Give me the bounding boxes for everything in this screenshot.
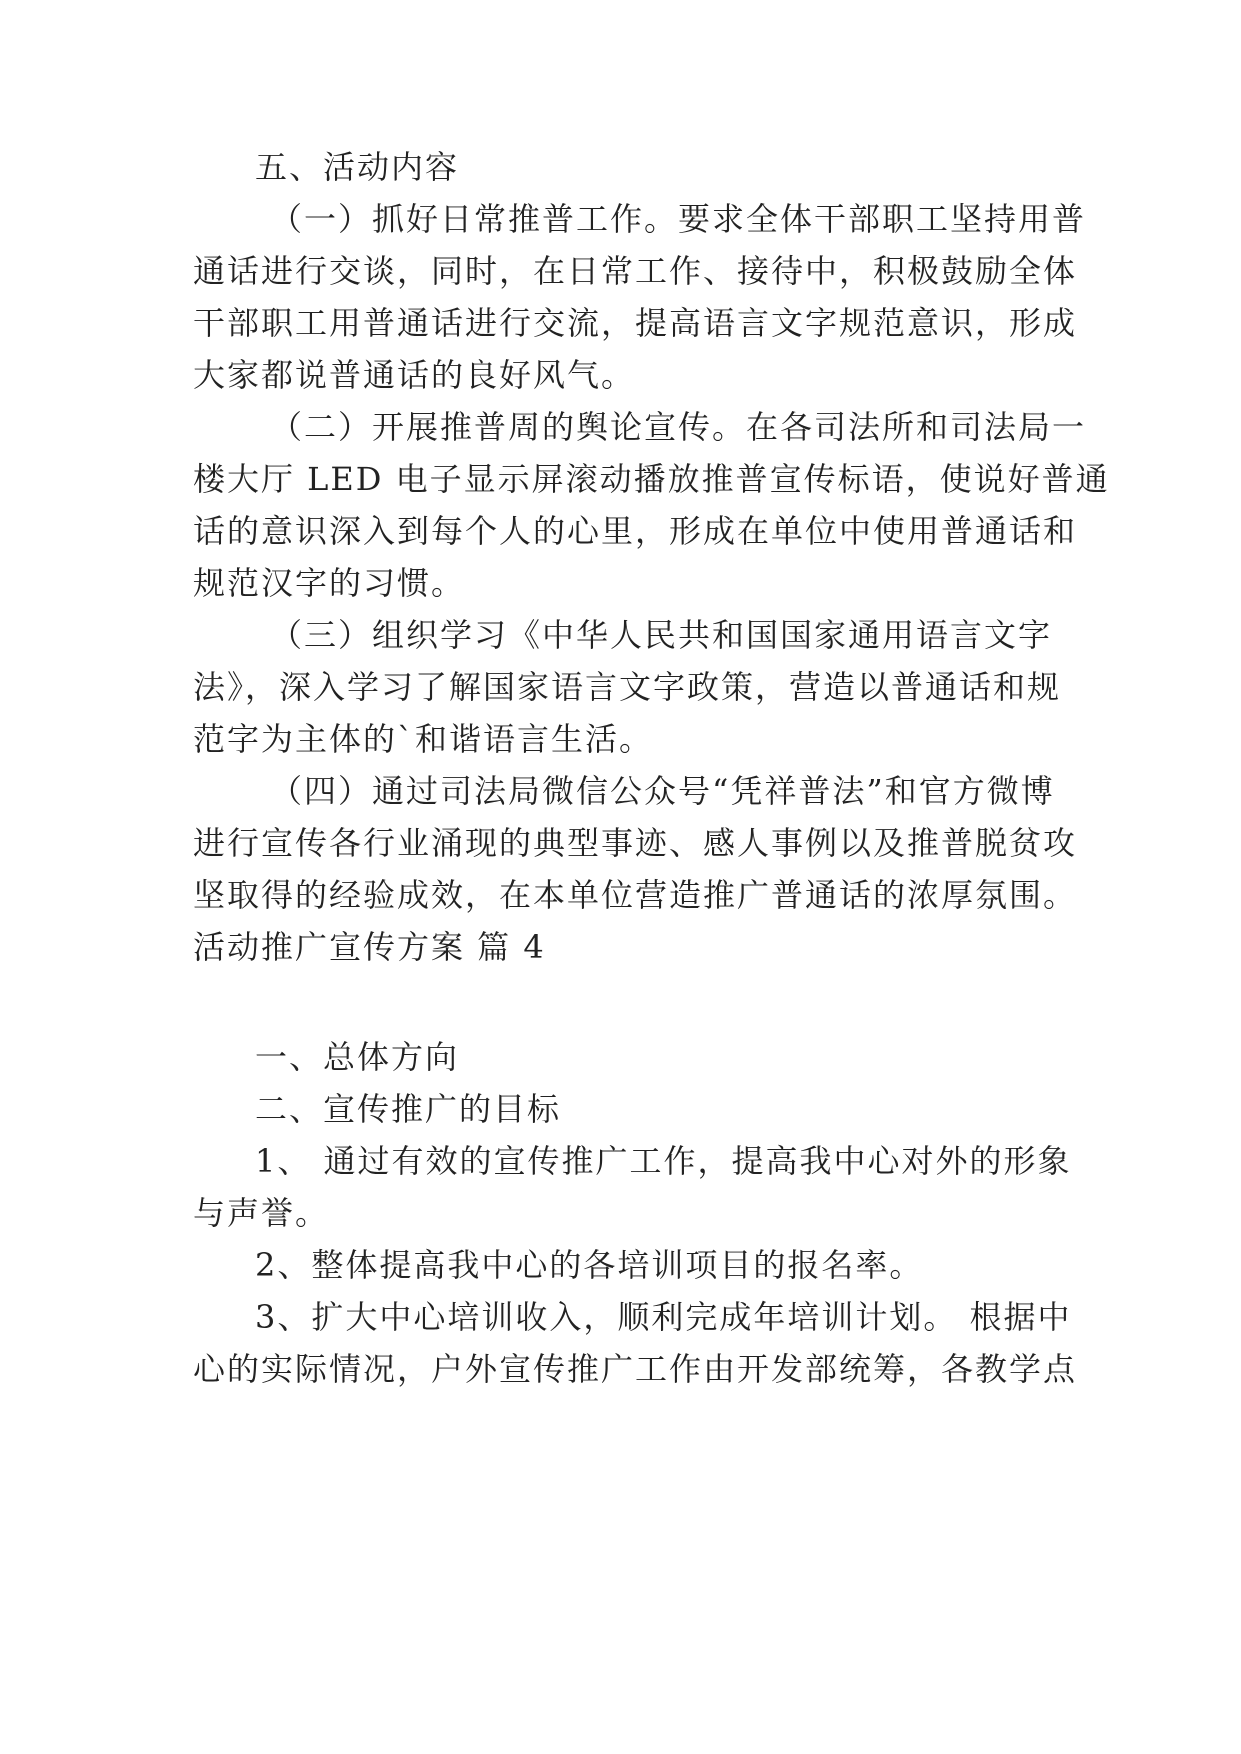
paragraph-line: 通话进行交谈，同时，在日常工作、接待中，积极鼓励全体: [193, 252, 1078, 290]
paragraph-line: （一）抓好日常推普工作。要求全体干部职工坚持用普: [270, 200, 1087, 238]
paragraph-line: （四）通过司法局微信公众号“凭祥普法”和官方微博: [270, 772, 1055, 810]
paragraph-line: 干部职工用普通话进行交流，提高语言文字规范意识，形成: [193, 304, 1078, 342]
paragraph-line: 范字为主体的`和谐语言生活。: [193, 720, 654, 758]
section-heading-activity-content: 五、活动内容: [255, 148, 460, 186]
paragraph-line: 规范汉字的习惯。: [193, 564, 466, 602]
section-heading-overall-direction: 一、总体方向: [255, 1038, 460, 1076]
paragraph-line: 坚取得的经验成效，在本单位营造推广普通话的浓厚氛围。: [193, 876, 1078, 914]
paragraph-line: （二）开展推普周的舆论宣传。在各司法所和司法局一: [270, 408, 1087, 446]
paragraph-line: 法》，深入学习了解国家语言文字政策，营造以普通话和规: [193, 668, 1062, 706]
document-title: 活动推广宣传方案 篇 4: [193, 928, 546, 966]
list-item-line: 1、 通过有效的宣传推广工作，提高我中心对外的形象: [255, 1142, 1072, 1180]
list-item-line: 心的实际情况，户外宣传推广工作由开发部统筹，各教学点: [193, 1350, 1078, 1388]
list-item-line: 与声誉。: [193, 1194, 330, 1232]
paragraph-line: 楼大厅 LED 电子显示屏滚动播放推普宣传标语，使说好普通: [193, 460, 1110, 498]
paragraph-line: 大家都说普通话的良好风气。: [193, 356, 636, 394]
paragraph-line: 进行宣传各行业涌现的典型事迹、感人事例以及推普脱贫攻: [193, 824, 1078, 862]
section-heading-goals: 二、宣传推广的目标: [255, 1090, 562, 1128]
paragraph-line: 话的意识深入到每个人的心里，形成在单位中使用普通话和: [193, 512, 1078, 550]
paragraph-line: （三）组织学习《中华人民共和国国家通用语言文字: [270, 616, 1053, 654]
list-item-line: 2、整体提高我中心的各培训项目的报名率。: [255, 1246, 924, 1284]
list-item-line: 3、扩大中心培训收入，顺利完成年培训计划。 根据中: [255, 1298, 1072, 1336]
